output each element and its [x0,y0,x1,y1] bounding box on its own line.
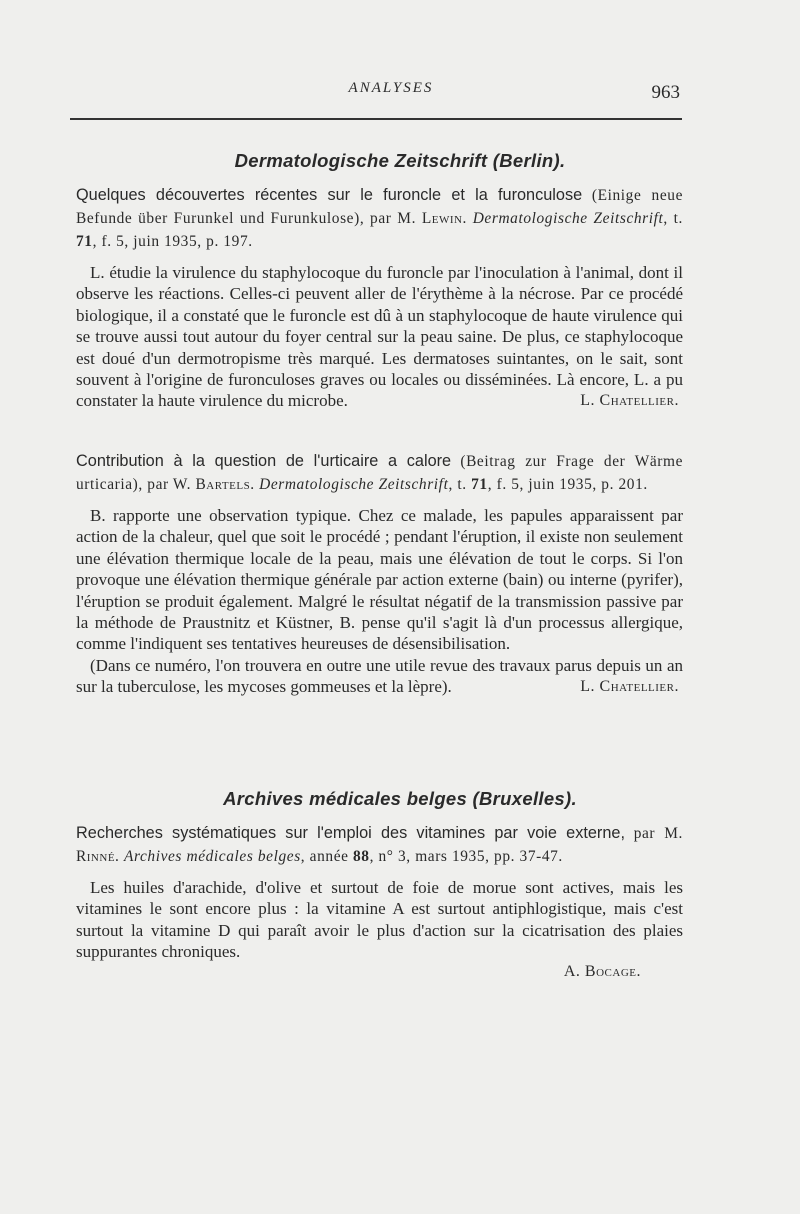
volume-number: 88 [353,848,370,865]
journal-heading-archives: Archives médicales belges (Bruxelles). [223,788,577,809]
volume-number: 71 [471,476,488,493]
abstract-paragraph: (Dans ce numéro, l'on trouvera en outre une utile revue des travaux parus depuis un an sur la tuberculose, les mycoses gommeuses et la lèpre). L. Chatellier. [76,655,683,697]
article-urticaire [76,450,683,698]
journal-citation: Archives médicales belges [123,848,301,865]
signature: L. Chatellier. [580,392,679,410]
original-title: (Einige neue Befunde über Furunkel und Furunkulose), par M. [76,187,683,227]
journal-heading-dermatologische: Dermatologische Zeitschrift (Berlin). [234,150,566,171]
article-title: Quelques découvertes récentes sur le furoncle et la furonculose [76,186,583,204]
page-number: 963 [651,82,680,103]
author-name: Rinné [76,848,116,865]
original-title: par M. [633,825,683,842]
author-name: Lewin [421,210,463,227]
volume-number: 71 [76,233,93,250]
article-reference: Recherches systématiques sur l'emploi des vitamines par voie externe, par M. Rinné. Archives médicales belges, année 88, n° 3, mars 1935, pp. 37-47. [76,824,683,865]
journal-citation: Dermatologische Zeitschrift [259,476,449,493]
article-reference: Quelques découvertes récentes sur le furoncle et la furonculose (Einige neue Befunde über Furunkel und Furunkulose), par M. Lewin. Dermatologische Zeitschrift, t. 71, f. 5, juin 1935, p. 197. [76,186,683,250]
signature: A. Bocage. [563,962,641,980]
abstract-paragraph: Les huiles d'arachide, d'olive et surtout de foie de morue sont actives, mais les vitamines le sont encore plus : la vitamine A est surtout antiphlogistique, mais c'est surtout la vitamine D qui paraît avoir le plus d'action sur la cicatrisation des plaies suppurantes chroniques. [76,878,683,962]
abstract-paragraph: B. rapporte une observation typique. Chez ce malade, les papules apparaissent par action de la chaleur, quel que soit le procédé ; pendant l'éruption, il existe non seulement une élévation thermique locale de la peau, mais une élévation de tout le corps. Si l'on provoque une élévation thermique générale par action externe (bain) ou interne (pyrifer), l'éruption se produit également. Malgré le résultat négatif de la transmission passive par la méthode de Praustnitz et Küstner, B. pense qu'il s'agit là d'un processus allergique, comme l'indiquent ses tentatives heureuses de désensibilisation. [76,506,683,654]
journal-citation: Dermatologische Zeitschrift [472,210,664,227]
article-title: Recherches systématiques sur l'emploi des vitamines par voie externe, [76,824,625,842]
section-label: ANALYSES [348,80,434,96]
article-title: Contribution à la question de l'urticaire a calore [76,452,452,470]
running-header [70,78,682,120]
signature: L. Chatellier. [580,678,679,696]
article-vitamines [76,822,683,981]
article-reference: Contribution à la question de l'urticaire a calore (Beitrag zur Frage der Wärme urticaria), par W. Bartels. Dermatologische Zeitschrift, t. 71, f. 5, juin 1935, p. 201. [76,452,684,493]
original-title: (Beitrag zur Frage der Wärme urticaria), par W. [76,453,684,493]
abstract-paragraph: L. étudie la virulence du staphylocoque du furoncle par l'inoculation à l'animal, dont il observe les réactions. Celles-ci peuvent aller de l'érythème à la nécrose. Par ce procédé biologique, il a constaté que le furoncle est dû à un staphylocoque de haute virulence qui se trouve aussi tout autour du foyer central sur la peau saine. De plus, ce staphylocoque est doué d'un dermotropisme très marqué. Les dermatoses suintantes, on le sait, sont souvent à l'origine de furonculoses graves ou locales ou disséminées. Là encore, L. a pu constater la haute virulence du microbe. L. Chatellier. [76,263,683,411]
author-name: Bartels [195,476,251,493]
article-furoncle [76,184,683,412]
